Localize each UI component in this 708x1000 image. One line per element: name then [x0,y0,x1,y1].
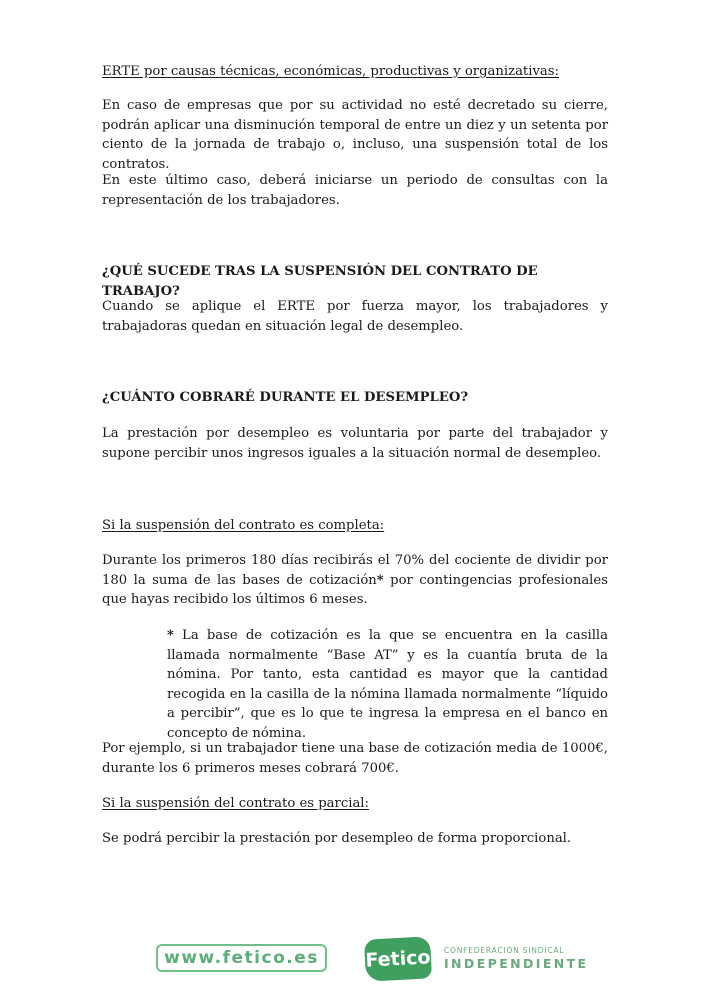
partial-suspension-paragraph: Se podrá percibir la prestación por desempleo de forma proporcional. [102,831,572,846]
erte-heading: ERTE por causas técnicas, económicas, productivas y organizativas: [102,64,559,79]
question-2-heading: ¿CUÁNTO COBRARÉ DURANTE EL DESEMPLEO? [102,390,469,405]
footnote-star-marker: * [167,628,174,643]
footnote-block [167,626,608,743]
complete-suspension-paragraph [102,551,608,610]
complete-paragraph-text-a: Durante los primeros 180 días recibirás el 70% del cociente de dividir por 180 la suma de las bases de cotización [102,553,608,588]
erte-paragraph-1: En caso de empresas que por su actividad no esté decretado su cierre, podrán aplicar una disminución temporal de entre un diez y un setenta por ciento de la jornada de trabajo o, incluso, una suspensión total de los contratos. [102,98,608,172]
footnote-text: La base de cotización es la que se encuentra en la casilla llamada normalmente “Base AT” y es la cuantía bruta de la nómina. Por tanto, esta cantidad es mayor que la cantidad recogida en la casilla de la nómina llamada normalmente “líquido a percibir”, que es lo que te ingresa la empresa en el banco en concepto de nómina. [167,628,608,741]
footnote-star: * [376,572,384,588]
logo-line-1: CONFEDERACIÓN SINDICAL [444,946,565,955]
complete-suspension-heading: Si la suspensión del contrato es completa: [102,518,385,533]
question-1-paragraph: Cuando se aplique el ERTE por fuerza mayor, los trabajadores y trabajadoras quedan en situación legal de desempleo. [102,299,608,334]
complete-paragraph-text-b: por contingencias profesionales que hayas recibido los últimos 6 meses. [102,572,608,607]
website-link[interactable]: www.fetico.es [156,944,327,972]
erte-paragraph-2: En este último caso, deberá iniciarse un periodo de consultas con la representación de los trabajadores. [102,173,608,208]
logo-line-2: INDEPENDIENTE [444,956,589,971]
question-1-heading: ¿QUÉ SUCEDE TRAS LA SUSPENSIÓN DEL CONTRATO DE TRABAJO? [102,264,538,299]
fetico-logo-mark: Fetico [364,936,432,981]
fetico-logo-text [444,946,588,971]
page-footer [0,930,708,990]
question-2-paragraph: La prestación por desempleo es voluntaria por parte del trabajador y supone percibir unos ingresos iguales a la situación normal de desempleo. [102,426,608,461]
example-paragraph: Por ejemplo, si un trabajador tiene una base de cotización media de 1000€, durante los 6 primeros meses cobrará 700€. [102,741,608,776]
partial-suspension-heading: Si la suspensión del contrato es parcial: [102,796,369,811]
